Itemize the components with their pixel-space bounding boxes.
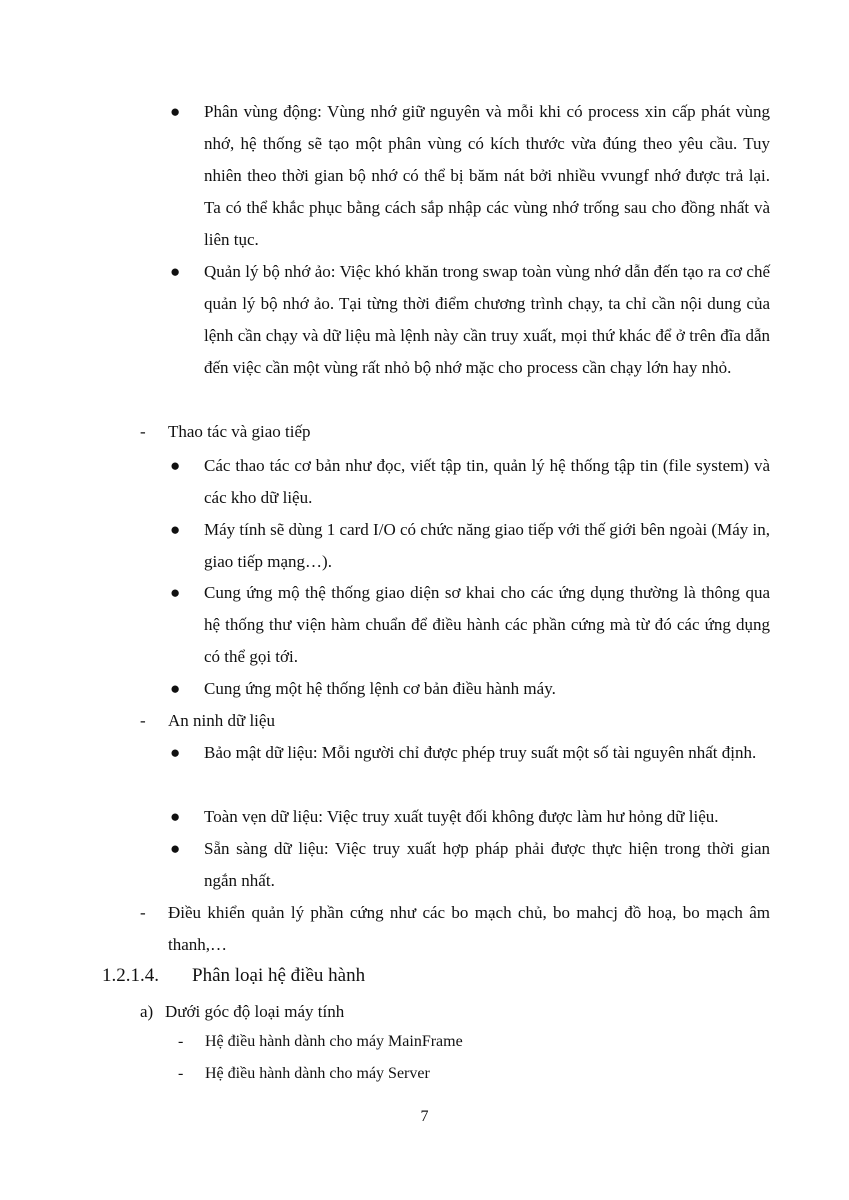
dash-icon: -: [178, 1033, 184, 1050]
section-title: Thao tác và giao tiếp: [168, 422, 311, 441]
list-item: [170, 256, 770, 384]
list-item: [170, 801, 770, 833]
paragraph: Phân vùng động: Vùng nhớ giữ nguyên và mỗi khi có process xin cấp phát vùng nhớ, hệ thống sẽ tạo một phân vùng có kích thước vừa đúng theo yêu cầu. Tuy nhiên theo thời gian bộ nhớ có thể bị băm nát bởi nhiều vvungf nhớ được trả lại. Ta có thể khắc phục bằng cách sắp nhập các vùng nhớ trống sau cho đồng nhất và liên tục.: [204, 102, 770, 249]
dash-icon: -: [178, 1065, 184, 1082]
paragraph: Sẵn sàng dữ liệu: Việc truy xuất hợp pháp phải được thực hiện trong thời gian ngắn nhất.: [204, 839, 770, 890]
dash-icon: -: [140, 711, 146, 730]
paragraph: Cung ứng mộ thệ thống giao diện sơ khai cho các ứng dụng thường là thông qua hệ thống thư viện hàm chuẩn để điều hành các phần cứng mà từ đó các ứng dụng có thể gọi tới.: [204, 583, 770, 666]
subheading-title: Dưới góc độ loại máy tính: [165, 1002, 345, 1021]
section-heading: [140, 416, 770, 448]
bullet-icon: ●: [170, 679, 181, 698]
page-number: 7: [420, 1108, 429, 1125]
subheading-letter: a): [140, 1002, 154, 1021]
bullet-icon: ●: [170, 583, 181, 602]
bullet-icon: ●: [170, 807, 181, 826]
section-heading: [140, 705, 770, 737]
list-item: [170, 577, 770, 673]
section-title: An ninh dữ liệu: [168, 711, 275, 730]
bullet-icon: ●: [170, 102, 181, 121]
heading-title: Phân loại hệ điều hành: [192, 965, 366, 986]
bullet-icon: ●: [170, 520, 181, 539]
paragraph: Toàn vẹn dữ liệu: Việc truy xuất tuyệt đối không được làm hư hỏng dữ liệu.: [204, 807, 719, 826]
paragraph: Các thao tác cơ bản như đọc, viết tập tin, quản lý hệ thống tập tin (file system) và các kho dữ liệu.: [204, 456, 770, 507]
list-item: [178, 1028, 463, 1056]
list-item: [178, 1060, 430, 1088]
list-item: [170, 673, 770, 705]
paragraph: Máy tính sẽ dùng 1 card I/O có chức năng giao tiếp với thế giới bên ngoài (Máy in, giao tiếp mạng…).: [204, 520, 770, 571]
bullet-icon: ●: [170, 743, 181, 762]
paragraph: Quản lý bộ nhớ ảo: Việc khó khăn trong swap toàn vùng nhớ dẫn đến tạo ra cơ chế quản lý bộ nhớ ảo. Tại từng thời điểm chương trình chạy, ta chỉ cần nội dung của lệnh cần chạy và dữ liệu mà lệnh này cần truy xuất, mọi thứ khác để ở trên đĩa dẫn đến việc cần một vùng rất nhỏ bộ nhớ mặc cho process cần chạy lớn hay nhỏ.: [204, 262, 770, 377]
list-item-text: Hệ điều hành dành cho máy MainFrame: [205, 1033, 463, 1050]
list-item: [170, 833, 770, 897]
list-item: [170, 737, 770, 769]
bullet-icon: ●: [170, 262, 181, 281]
list-item: [170, 450, 770, 514]
list-item-text: Hệ điều hành dành cho máy Server: [205, 1065, 430, 1082]
heading-number: 1.2.1.4.: [102, 965, 159, 986]
paragraph: Điều khiển quản lý phần cứng như các bo mạch chủ, bo mahcj đồ hoạ, bo mạch âm thanh,…: [168, 903, 770, 954]
bullet-icon: ●: [170, 839, 181, 858]
heading-1-2-1-4: [102, 960, 365, 992]
section-heading: [140, 897, 770, 961]
subheading-a: [140, 996, 344, 1028]
paragraph: Cung ứng một hệ thống lệnh cơ bản điều hành máy.: [204, 679, 556, 698]
list-item: [170, 96, 770, 256]
bullet-icon: ●: [170, 456, 181, 475]
dash-icon: -: [140, 422, 146, 441]
dash-icon: -: [140, 903, 146, 922]
list-item: [170, 514, 770, 578]
paragraph: Bảo mật dữ liệu: Mỗi người chỉ được phép truy suất một số tài nguyên nhất định.: [204, 743, 757, 762]
